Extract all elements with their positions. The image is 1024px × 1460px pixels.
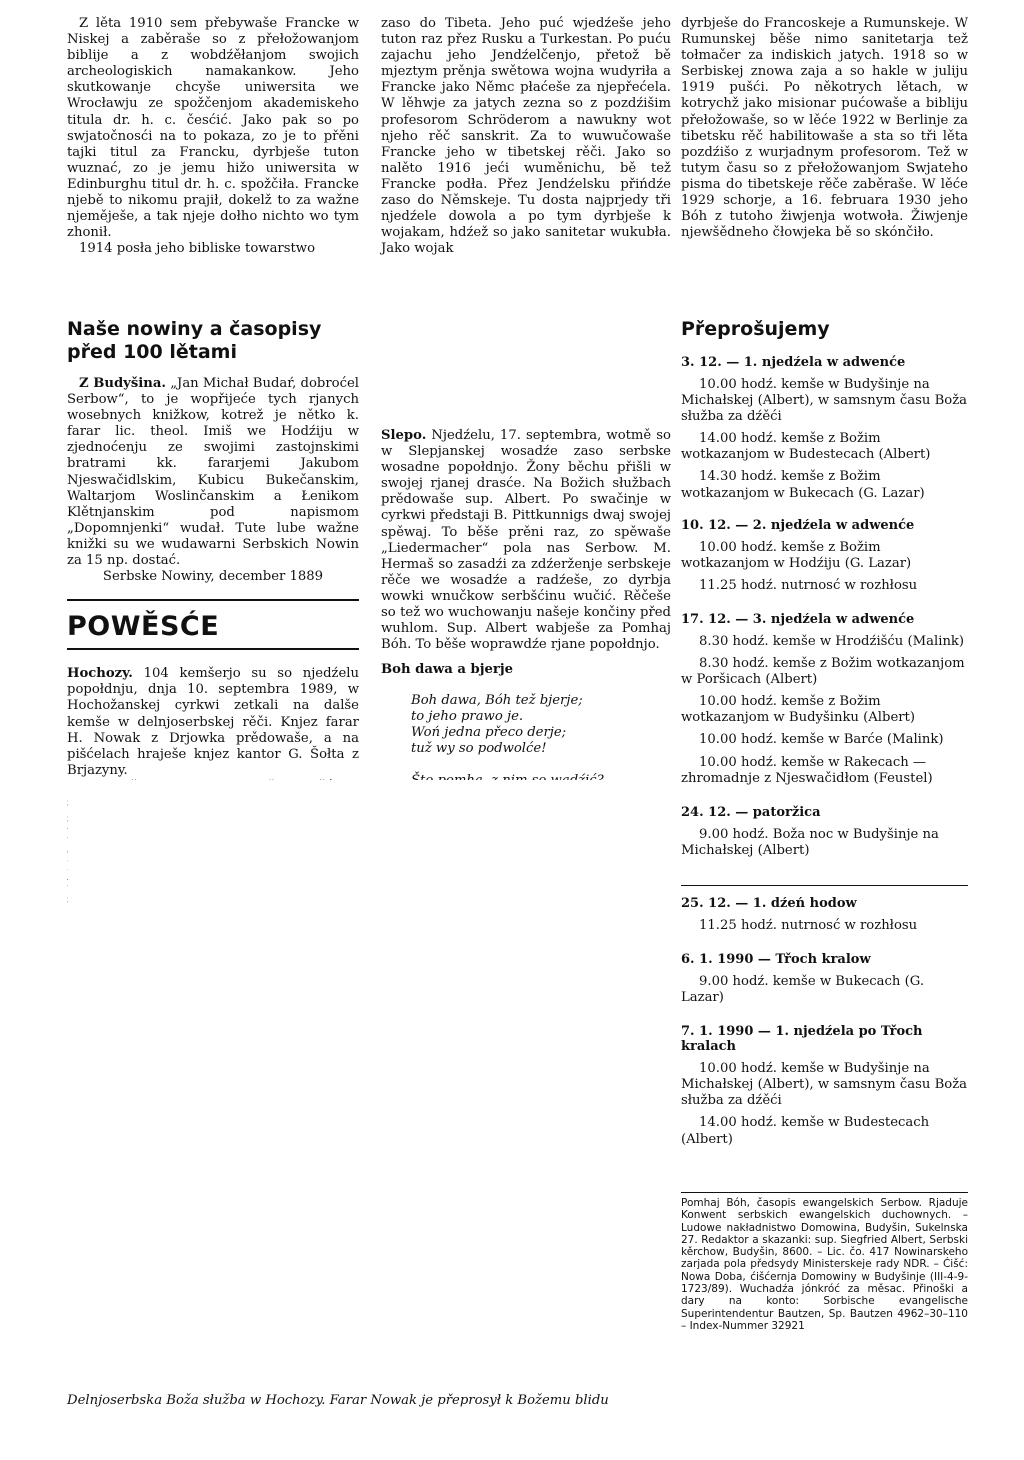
schedule-date: 10. 12. — 2. njedźela w adwenće [681,517,915,533]
schedule-service: 10.00 hodź. kemše w Rakecach — zhromadnje z Njeswačidłom (Feustel) [681,754,933,786]
schedule-date: 3. 12. — 1. njedźela w adwenće [681,355,906,370]
schedule-group [681,518,968,594]
powesce-item: Hochozy. 104 kemšerjo su so njedźelu popołdnju, dnja 10. septembra 1989, w Hochožanskej cyrkwi zetkali na dalše kemše w delnjoserbskej rěči. Knjez farar H. Nowak z Drjowka prědowaše, a na pišćelach hraješe knjez kantor G. Šołta z Brjazyny. [67,666,359,907]
powesce-place: Hochozy. [67,666,133,682]
divider [67,648,359,650]
news-heading: Naše nowiny a časopisy před 100 lětami [67,318,322,363]
imprint-block [681,1192,968,1332]
news-item [67,376,359,585]
photo-caption: Delnjoserbska Boža słužba w Hochozy. Farar Nowak je přeprosył k Božemu blidu [67,1393,609,1408]
article-continuation-col3 [681,16,968,241]
schedule-group [681,355,968,502]
schedule-heading: Přeprošujemy [681,318,830,340]
schedule-date: 7. 1. 1990 — 1. njedźela po Třoch kralach [681,1024,923,1055]
schedule-group [681,1024,968,1147]
paragraph: Z lěta 1910 sem přebywaše Francke w Niskej a zaběraše so z přełožowanjom biblije a z wobdźěłanjom swojich archeologiskich namakankow. Jeho skutkowanje chcyše uniwersita we Wrocławju ze spožčenjom akademiskeho titula dr. h. c. česćić. Jako pak so po swjatočnosći na to pokaza, zo je to přěni tajki titul za Francku, dyrbješe tuton wuznać, zo je jemu hižo uniwersita w Edinburghu titul dr. h. c. spožčiła. Francke njebě to nikomu prajił, dokelž to za wažne njeměješe, a tak njeje dołho nichto wo tym zhonił. [67,16,359,241]
paragraph: 1914 posła jeho bibliske towarstwo [79,241,316,257]
schedule-group [681,952,968,1006]
schedule-service: 10.00 hodź. kemše z Božim wotkazanjom w Budyšinku (Albert) [681,694,916,726]
news-place: Z Budyšina. [79,376,166,391]
divider [67,599,359,601]
schedule-service: 11.25 hodź. nutrnosć w rozhłosu [699,577,918,593]
schedule-service: 14.30 hodź. kemše z Božim wotkazanjom w Bukecach (G. Lazar) [681,469,925,501]
schedule-group [681,612,968,787]
schedule-service: 10.00 hodź. kemše w Barće (Malink) [699,732,944,748]
slepo-place: Slepo. [381,428,427,443]
imprint: Pomhaj Bóh, časopis ewangelskich Serbow. Rjaduje Konwent serbskich ewangelskich duchownych. – Ludowe nakładnistwo Domowina, Budyšin, Sukelnska 27. Redaktor a skazanki: sup. Siegfried Albert, Serbski kěrchow, Budyšin, 8600. – Lic. čo. 417 Nowinarskeho zarjada pola předsydy Ministerskeje rady NDR. – Ćišć: Nowa Doba, ćišćernja Domowiny w Budyšinje (III-4-9-1723/89). Wuchadźa jónkróć za měsac. Přinoški a dary na konto: Sorbische evangelische Superintendentur Bautzen, Sp. Bautzen 4962–30–110 – Index-Nummer 32921 [681,1197,968,1332]
schedule-group [681,885,968,934]
article-continuation-col2 [381,16,671,257]
schedule-service: 10.00 hodź. kemše w Budyšinje na Michałskej (Albert), w samsnym času Boža słužba za dźěći [681,1061,968,1109]
news-source: Serbske Nowiny, december 1889 [102,569,324,585]
article-continuation-col1 [67,16,359,257]
schedule-service: 8.30 hodź. kemše w Hrodźišću (Malink) [699,633,965,649]
schedule-service: 9.00 hodź. Boža noc w Budyšinje na Michałskej (Albert) [681,826,939,858]
schedule-date: 17. 12. — 3. njedźela w adwenće [681,611,915,627]
schedule-service: 11.25 hodź. nutrnosć w rozhłosu [699,917,918,933]
poem-stanza-1: Boh dawa, Bóh tež bjerje; to jeho prawo je. Woń jedna přeco derje; tuž wy so podwolće! [411,693,583,757]
poem-title: Boh dawa a bjerje [381,662,514,677]
schedule-service: 9.00 hodź. kemše w Bukecach (G. Lazar) [681,973,925,1006]
paragraph: zaso do Tibeta. Jeho puć wjedźeše jeho tuton raz přez Rusku a Turkestan. Po puću zajachu jeho Jendźelčenjo, přetož bě mjeztym prěnja swětowa wojna wudyriła a Francke jako Němc płaćeše za njepřećela. W lěhwje za jatych zezna so z pozdźišim profesorom Schröderom a nawukny wot njeho rěč sanskrit. Za to wuwučowaše Francke jeho w tibetskej rěči. Jako so nalěto 1916 jeći wuměnichu, bě tež Francke podła. Přez Jendźelsku přińdźe zaso do Němskeje. Tu dosta najprjedy tři njedźele dowola a po tym dyrbješe k wojakam, hdźež so jako sanitetar wukubła. Jako wojak [381,16,671,257]
news-body: „Jan Michał Budaŕ, dobroćel Serbow“, to je wopřijeće tych rjanych wosebnych knižkow, kotrež je nětko k. farar lic. theol. Imiš we Hodźiju w zjednoćenju ze swojimi zastojnskimi bratrami kk. fararjemi Jakubom Njeswačidlskim, Kubicu Bukečanskim, Waltarjom Woslinčanskim a Łenikom Klětnjanskim pod napismom „Dopomnjenki“ wudał. Tute lube wažne knižki su we wudawarni Serbskich Nowin za 15 np. dostać. [67,376,359,569]
schedule-service: 8.30 hodź. kemše z Božim wotkazanjom w Poršicach (Albert) [681,656,965,688]
paragraph: dyrbješe do Francoskeje a Rumunskeje. W Rumunskej běše nimo sanitetarja tež tołmačer za indiskich jatych. 1918 so w Serbiskej znowa zaja a so hakle w juliju 1919 pušći. Po někotrych lětach, w kotrychž jako misionar pućowaše a bibliju přełožowaše, so w lěće 1922 w Berlinje za tibetsku rěč habilitowaše a sta so tři lěta pozdźišo z wurjadnym profesorom. Tež w tutym času so z přełožowanjom Swjateho pisma do tibetskeje rěče zaběraše. W lěće 1929 schorje, a 16. februara 1930 jeho Bóh z tutoho žiwjenja wotwoła. Žiwjenje njewšědneho čłowjeka bě so skónčiło. [681,16,968,241]
powesce-heading: POWĚSĆE [67,611,220,643]
schedule-service: 14.00 hodź. kemše w Budestecach (Albert) [681,1115,930,1147]
schedule-service: 10.00 hodź. kemše w Budyšinje na Michałskej (Albert), w samsnym času Boža słužba za dźěći [681,377,968,425]
photo-placeholder [68,780,655,1345]
schedule-service: 14.00 hodź. kemše z Božim wotkazanjom w Budestecach (Albert) [681,431,931,463]
schedule-date: 24. 12. — patoržica [681,804,821,820]
divider [681,1192,968,1193]
schedule-service: 10.00 hodź. kemše z Božim wotkazanjom w Hodźiju (G. Lazar) [681,539,912,571]
slepo-item: Slepo. Njedźelu, 17. septembra, wotmě so w Slepjanskej wosadźe zaso serbske wosadne popołdnjo. Žony běchu přišli w swojej rjanej drasće. Na Božich słužbach prědowaše sup. Albert. Po swačinje w cyrkwi předstaji B. Pittkunnigs dwaj swojej spěwaj. To běše prěni raz, zo spěwaše „Liedermacher“ pola nas Serbow. M. Hermaš so zasadźi za zdźerženje serbskeje rěče we wosadźe a radźeše, zo dyrbja wowki wnučkow serbšćinu wučić. Rěčeše so tež wo wuchowanju našeje končiny před wuhlom. Sup. Albert wabješe za Pomhaj Bóh. To běše woprawdźe rjane popołdnjo. [381,428,671,653]
schedule-group [681,805,968,859]
schedule-date: 25. 12. — 1. dźeń hodow [681,895,857,911]
schedule [681,318,968,1154]
schedule-date: 6. 1. 1990 — Třoch kralow [681,951,871,967]
